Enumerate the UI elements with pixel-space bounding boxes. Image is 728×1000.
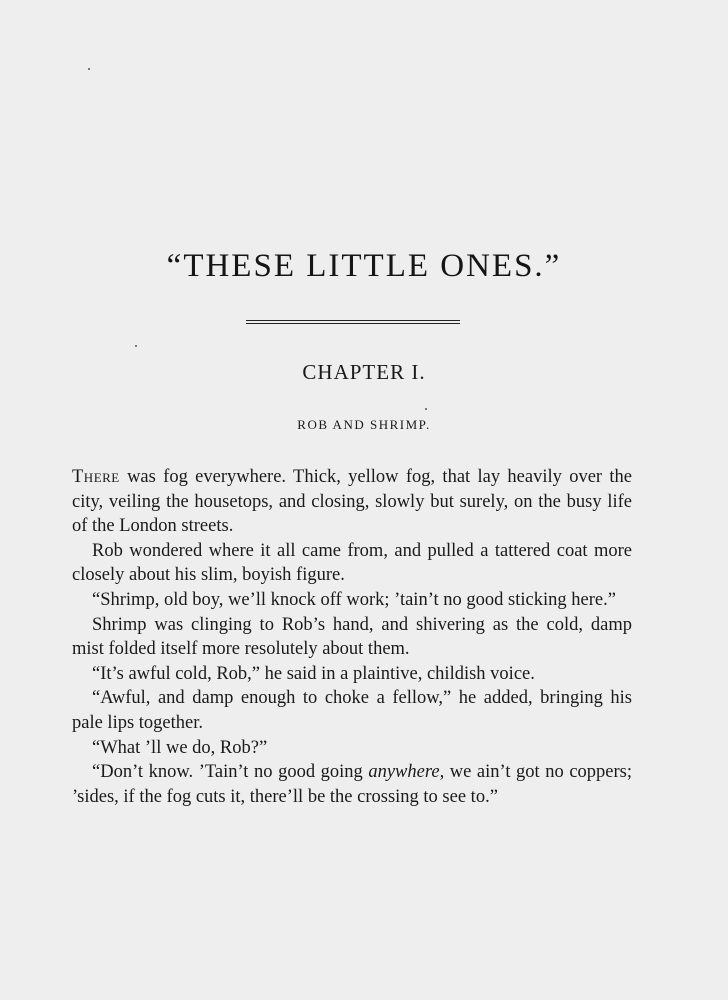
print-speck xyxy=(88,68,90,70)
chapter-heading: CHAPTER I. xyxy=(302,360,426,384)
paragraph: “It’s awful cold, Rob,” he said in a plaintive, childish voice. xyxy=(92,663,535,684)
paragraph-lead-word: There xyxy=(72,467,120,487)
emphasis-text: anywhere, xyxy=(368,762,445,783)
paragraph xyxy=(72,760,632,809)
paragraph-text: we ain’t got no coppers; ’sides, if the fog cuts it, there’ll be the crossing to see to.” xyxy=(72,762,632,807)
print-speck xyxy=(425,408,427,410)
paragraph: Shrimp was clinging to Rob’s hand, and shivering as the cold, damp mist folded itself more resolutely about them. xyxy=(72,614,632,660)
paragraph: “Awful, and damp enough to choke a fellow,” he added, bringing his pale lips together. xyxy=(72,688,632,733)
paragraph: “Shrimp, old boy, we’ll knock off work; ’tain’t no good sticking here.” xyxy=(92,589,616,610)
paragraph-text: was fog everywhere. Thick, yellow fog, that lay heavily over the city, veiling the housetops, and closing, slowly but surely, on the busy life of the London streets. xyxy=(72,467,632,537)
book-title: “THESE LITTLE ONES.” xyxy=(166,248,562,284)
title-rule xyxy=(246,320,460,324)
paragraph xyxy=(72,465,632,539)
paragraph: “What ’ll we do, Rob?” xyxy=(92,737,268,758)
paragraph: Rob wondered where it all came from, and pulled a tattered coat more closely about his slim, boyish figure. xyxy=(72,540,632,586)
paragraph-text: “Don’t know. ’Tain’t no good going xyxy=(92,762,369,783)
chapter-body xyxy=(72,465,632,809)
print-speck xyxy=(135,345,137,347)
chapter-subtitle: ROB AND SHRIMP. xyxy=(297,417,431,432)
